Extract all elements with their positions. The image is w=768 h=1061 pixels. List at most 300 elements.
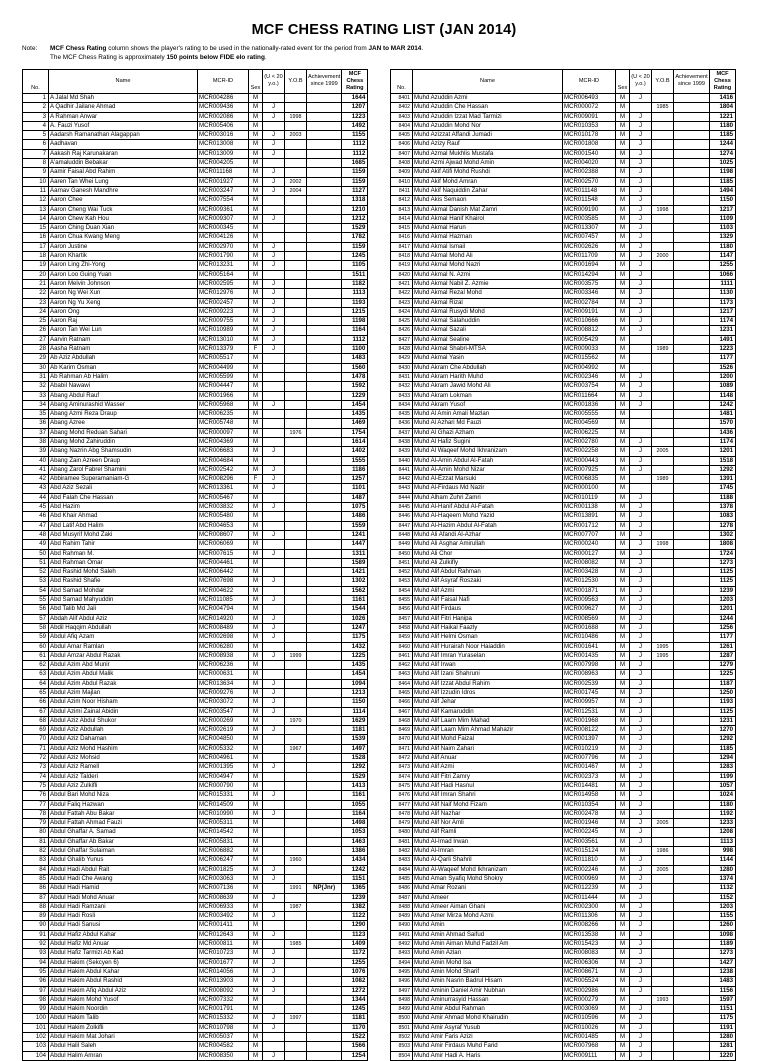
cell-name: Muhd Akis Semaon xyxy=(413,196,563,205)
cell-name: Abdul Aziz Abdul Shukor xyxy=(49,716,198,725)
cell-rating: 1111 xyxy=(710,279,736,288)
cell-u20: J xyxy=(263,874,285,883)
cell-sex: M xyxy=(249,1051,263,1060)
cell-rating: 1570 xyxy=(710,419,736,428)
cell-name: Abang Azree xyxy=(49,419,198,428)
cell-rating: 1188 xyxy=(710,493,736,502)
cell-yob xyxy=(652,1005,674,1014)
cell-u20 xyxy=(263,233,285,242)
cell-sex: M xyxy=(616,177,630,186)
cell-name: Abdul Hakim Talib xyxy=(49,1014,198,1023)
table-row xyxy=(391,345,736,354)
cell-u20: J xyxy=(263,1014,285,1023)
cell-mcr-id: MCR004020 xyxy=(563,159,616,168)
cell-achievement xyxy=(307,958,342,967)
cell-yob xyxy=(652,335,674,344)
cell-achievement xyxy=(674,242,710,251)
cell-achievement xyxy=(307,819,342,828)
cell-sex: M xyxy=(249,995,263,1004)
cell-sex: M xyxy=(616,651,630,660)
table-row xyxy=(23,242,368,251)
cell-no: 8495 xyxy=(391,967,413,976)
cell-no: 104 xyxy=(23,1051,49,1060)
cell-mcr-id: MCR014958 xyxy=(563,791,616,800)
cell-rating: 1201 xyxy=(710,447,736,456)
table-row xyxy=(391,689,736,698)
cell-achievement xyxy=(674,159,710,168)
cell-sex: M xyxy=(249,642,263,651)
cell-no: 8480 xyxy=(391,828,413,837)
cell-mcr-id: MCR012531 xyxy=(563,707,616,716)
cell-yob xyxy=(285,781,307,790)
cell-no: 83 xyxy=(23,856,49,865)
cell-achievement xyxy=(674,270,710,279)
cell-achievement xyxy=(307,986,342,995)
cell-sex: M xyxy=(249,586,263,595)
cell-rating: 1245 xyxy=(342,1005,368,1014)
cell-rating: 1114 xyxy=(342,707,368,716)
cell-no: 8412 xyxy=(391,196,413,205)
cell-mcr-id: MCR002570 xyxy=(563,177,616,186)
cell-rating: 1098 xyxy=(710,930,736,939)
cell-rating: 1191 xyxy=(710,1023,736,1032)
cell-mcr-id: MCR005748 xyxy=(198,419,249,428)
cell-mcr-id: MCR000345 xyxy=(198,224,249,233)
cell-yob xyxy=(652,1032,674,1041)
cell-name: A Qadhir Jailane Ahmad xyxy=(49,103,198,112)
cell-u20 xyxy=(263,586,285,595)
cell-achievement xyxy=(307,828,342,837)
cell-yob xyxy=(285,661,307,670)
cell-sex: M xyxy=(616,252,630,261)
cell-yob xyxy=(652,977,674,986)
cell-mcr-id: MCR009307 xyxy=(198,214,249,223)
cell-mcr-id: MCR004461 xyxy=(198,558,249,567)
cell-name: Muhd Al-Qarli Shahril xyxy=(413,856,563,865)
cell-u20 xyxy=(263,837,285,846)
cell-no: 8428 xyxy=(391,345,413,354)
cell-yob xyxy=(285,298,307,307)
cell-no: 75 xyxy=(23,781,49,790)
cell-achievement xyxy=(674,1014,710,1023)
cell-achievement xyxy=(674,726,710,735)
cell-mcr-id: MCR004992 xyxy=(563,363,616,372)
cell-u20 xyxy=(263,735,285,744)
cell-no: 8454 xyxy=(391,586,413,595)
cell-u20: J xyxy=(630,549,652,558)
cell-name: Muhd Alif Haikal Faazly xyxy=(413,623,563,632)
cell-achievement xyxy=(674,103,710,112)
cell-mcr-id: MCR007968 xyxy=(563,1042,616,1051)
cell-no: 8453 xyxy=(391,577,413,586)
cell-yob: 1998 xyxy=(652,205,674,214)
cell-sex: M xyxy=(616,149,630,158)
cell-name: Muhd Alif Imran Shahri xyxy=(413,791,563,800)
cell-u20 xyxy=(630,335,652,344)
cell-yob xyxy=(652,419,674,428)
table-row xyxy=(23,679,368,688)
cell-u20: J xyxy=(630,754,652,763)
cell-sex: M xyxy=(616,345,630,354)
cell-yob xyxy=(285,1032,307,1041)
note-line-1: MCF Chess Rating column shows the player's rating to be used in the nationally-rated event for the period from JAN to MAR 2014. xyxy=(50,45,424,52)
cell-sex: M xyxy=(249,521,263,530)
cell-name: Muhd Akmal N. Azmi xyxy=(413,270,563,279)
cell-rating: 1185 xyxy=(710,177,736,186)
cell-achievement xyxy=(307,586,342,595)
table-row xyxy=(23,1014,368,1023)
cell-yob xyxy=(652,186,674,195)
cell-no: 87 xyxy=(23,893,49,902)
cell-yob xyxy=(285,512,307,521)
cell-achievement xyxy=(674,633,710,642)
cell-achievement xyxy=(674,112,710,121)
cell-yob xyxy=(285,540,307,549)
cell-name: Abang Aminurashid Wasser xyxy=(49,400,198,409)
table-row xyxy=(23,205,368,214)
cell-yob xyxy=(652,437,674,446)
cell-sex: M xyxy=(249,949,263,958)
cell-mcr-id: MCR003547 xyxy=(198,707,249,716)
cell-name: Abdul Hakim Mat Johari xyxy=(49,1032,198,1041)
table-row xyxy=(23,1023,368,1032)
table-row xyxy=(391,754,736,763)
cell-name: Muhd Akmal Mohd Nazri xyxy=(413,261,563,270)
cell-u20: J xyxy=(263,335,285,344)
cell-mcr-id: MCR002626 xyxy=(563,242,616,251)
cell-mcr-id: MCR001540 xyxy=(563,149,616,158)
cell-no: 8434 xyxy=(391,400,413,409)
cell-mcr-id: MCR015332 xyxy=(198,1014,249,1023)
cell-no: 8406 xyxy=(391,140,413,149)
cell-mcr-id: MCR000240 xyxy=(563,540,616,549)
cell-yob xyxy=(285,233,307,242)
cell-name: Muhd Al Hafiz Sugini xyxy=(413,437,563,446)
cell-u20: J xyxy=(630,1042,652,1051)
cell-rating: 1100 xyxy=(342,345,368,354)
cell-rating: 1344 xyxy=(342,995,368,1004)
cell-mcr-id: MCR004947 xyxy=(198,772,249,781)
cell-name: Muhd Al-Hazim Abdul Al-Fatah xyxy=(413,521,563,530)
cell-achievement xyxy=(307,1051,342,1060)
cell-mcr-id: MCR007698 xyxy=(198,577,249,586)
cell-sex: M xyxy=(249,307,263,316)
cell-no: 7 xyxy=(23,149,49,158)
cell-name: Muhd Azizy Rauf xyxy=(413,140,563,149)
cell-u20 xyxy=(630,363,652,372)
cell-sex: M xyxy=(616,335,630,344)
cell-u20 xyxy=(263,270,285,279)
table-row xyxy=(391,930,736,939)
cell-u20 xyxy=(263,94,285,103)
table-row xyxy=(23,382,368,391)
cell-achievement xyxy=(674,1042,710,1051)
table-row xyxy=(391,177,736,186)
cell-u20 xyxy=(630,354,652,363)
table-row xyxy=(391,419,736,428)
cell-yob xyxy=(285,809,307,818)
cell-rating: 1233 xyxy=(710,819,736,828)
cell-achievement xyxy=(307,856,342,865)
cell-yob xyxy=(285,410,307,419)
cell-mcr-id: MCR005968 xyxy=(198,400,249,409)
cell-name: Abdul Aziz Ramell xyxy=(49,763,198,772)
cell-yob xyxy=(285,586,307,595)
cell-sex: M xyxy=(616,977,630,986)
cell-achievement xyxy=(307,233,342,242)
cell-name: Muhd Alif Nor Amli xyxy=(413,819,563,828)
cell-rating: 1217 xyxy=(710,307,736,316)
table-row xyxy=(23,354,368,363)
cell-mcr-id: MCR005429 xyxy=(563,335,616,344)
cell-rating: 1529 xyxy=(342,224,368,233)
cell-rating: 1754 xyxy=(342,428,368,437)
cell-name: Muhd Al-Firdaus Md Nazir xyxy=(413,484,563,493)
cell-achievement xyxy=(674,549,710,558)
cell-no: 8437 xyxy=(391,428,413,437)
cell-achievement xyxy=(674,874,710,883)
cell-u20: J xyxy=(630,1051,652,1060)
cell-name: Muhd Al Waqeef Mohd Ikhranizam xyxy=(413,447,563,456)
cell-achievement xyxy=(674,121,710,130)
cell-yob xyxy=(652,224,674,233)
cell-name: Abdul Hakim (Sekcyen 6) xyxy=(49,958,198,967)
cell-rating: 1270 xyxy=(710,726,736,735)
cell-sex: M xyxy=(249,921,263,930)
cell-sex: M xyxy=(616,428,630,437)
cell-no: 8441 xyxy=(391,465,413,474)
table-row xyxy=(391,149,736,158)
cell-no: 103 xyxy=(23,1042,49,1051)
cell-yob xyxy=(285,558,307,567)
cell-yob: 1993 xyxy=(652,995,674,1004)
table-row xyxy=(23,809,368,818)
cell-mcr-id: MCR002986 xyxy=(563,986,616,995)
cell-mcr-id: MCR014056 xyxy=(198,967,249,976)
cell-no: 8401 xyxy=(391,94,413,103)
cell-sex: M xyxy=(616,586,630,595)
cell-yob xyxy=(652,140,674,149)
cell-name: Muhd Akram Harith Muhd xyxy=(413,372,563,381)
cell-sex: M xyxy=(249,1005,263,1014)
table-row xyxy=(23,410,368,419)
cell-u20: J xyxy=(630,1005,652,1014)
cell-yob: 2005 xyxy=(652,447,674,456)
cell-sex: M xyxy=(616,763,630,772)
cell-rating: 1089 xyxy=(710,382,736,391)
cell-mcr-id: MCR002784 xyxy=(563,298,616,307)
cell-u20: J xyxy=(630,307,652,316)
cell-achievement xyxy=(307,317,342,326)
cell-yob xyxy=(285,735,307,744)
cell-u20: J xyxy=(630,902,652,911)
cell-name: Aadarsh Ramanathan Alagappan xyxy=(49,131,198,140)
table-row xyxy=(391,874,736,883)
cell-yob xyxy=(652,168,674,177)
cell-sex: M xyxy=(249,131,263,140)
table-row xyxy=(23,177,368,186)
table-row xyxy=(391,103,736,112)
table-row xyxy=(391,763,736,772)
cell-u20: J xyxy=(263,317,285,326)
cell-rating: 998 xyxy=(710,847,736,856)
cell-mcr-id: MCR001825 xyxy=(198,865,249,874)
cell-yob xyxy=(652,754,674,763)
table-row xyxy=(391,205,736,214)
cell-u20 xyxy=(263,372,285,381)
cell-name: Muhd Al-Hanif Abdul Al-Fatah xyxy=(413,503,563,512)
cell-yob xyxy=(285,503,307,512)
cell-achievement xyxy=(674,224,710,233)
cell-u20: J xyxy=(263,289,285,298)
cell-yob xyxy=(285,1051,307,1060)
cell-no: 8445 xyxy=(391,503,413,512)
cell-rating: 1463 xyxy=(342,837,368,846)
cell-no: 8492 xyxy=(391,940,413,949)
cell-rating: 1212 xyxy=(342,214,368,223)
cell-yob xyxy=(285,837,307,846)
cell-achievement xyxy=(307,540,342,549)
cell-yob xyxy=(285,865,307,874)
cell-mcr-id: MCR011444 xyxy=(563,893,616,902)
cell-yob xyxy=(285,1023,307,1032)
cell-mcr-id: MCR009111 xyxy=(563,1051,616,1060)
cell-sex: M xyxy=(249,530,263,539)
cell-mcr-id: MCR011810 xyxy=(563,856,616,865)
cell-achievement xyxy=(307,1014,342,1023)
cell-u20: J xyxy=(630,447,652,456)
cell-name: Muhd Al-Haqeem Mohd Yazid xyxy=(413,512,563,521)
cell-name: Abdul Azim Abdul Razak xyxy=(49,679,198,688)
table-row xyxy=(23,530,368,539)
cell-yob xyxy=(652,633,674,642)
cell-rating: 1522 xyxy=(342,1032,368,1041)
cell-yob xyxy=(285,363,307,372)
cell-u20 xyxy=(263,800,285,809)
cell-name: Muhd Akmal Salahuddin xyxy=(413,317,563,326)
table-row xyxy=(391,196,736,205)
cell-sex: M xyxy=(249,716,263,725)
cell-achievement xyxy=(307,214,342,223)
cell-yob xyxy=(652,726,674,735)
cell-u20: J xyxy=(263,503,285,512)
cell-achievement xyxy=(307,1032,342,1041)
cell-achievement xyxy=(307,763,342,772)
cell-no: 8418 xyxy=(391,252,413,261)
cell-achievement xyxy=(674,977,710,986)
table-row xyxy=(23,586,368,595)
table-row xyxy=(23,289,368,298)
cell-mcr-id: MCR000269 xyxy=(198,716,249,725)
cell-sex: M xyxy=(249,465,263,474)
cell-no: 8472 xyxy=(391,754,413,763)
cell-yob xyxy=(652,121,674,130)
cell-achievement xyxy=(674,577,710,586)
cell-u20: J xyxy=(630,874,652,883)
cell-yob xyxy=(285,103,307,112)
cell-yob: 1991 xyxy=(285,884,307,893)
cell-u20: J xyxy=(630,214,652,223)
cell-sex: M xyxy=(616,893,630,902)
cell-no: 8464 xyxy=(391,679,413,688)
cell-mcr-id: MCR008266 xyxy=(563,921,616,930)
cell-yob: 2002 xyxy=(285,177,307,186)
cell-rating: 1066 xyxy=(710,270,736,279)
cell-sex: M xyxy=(249,224,263,233)
cell-achievement xyxy=(674,279,710,288)
cell-mcr-id: MCR010596 xyxy=(563,1014,616,1023)
cell-name: Aakash Raj Karunakaran xyxy=(49,149,198,158)
cell-no: 8426 xyxy=(391,326,413,335)
cell-name: Abdul Hadi Rosli xyxy=(49,912,198,921)
cell-sex: M xyxy=(249,177,263,186)
cell-rating: 1724 xyxy=(710,549,736,558)
cell-u20: J xyxy=(263,698,285,707)
cell-rating: 1123 xyxy=(342,930,368,939)
cell-achievement xyxy=(674,1051,710,1060)
cell-name: Abang Azmi Reza Draup xyxy=(49,410,198,419)
cell-yob xyxy=(652,661,674,670)
cell-sex: M xyxy=(249,326,263,335)
cell-yob xyxy=(652,809,674,818)
cell-rating: 1113 xyxy=(342,289,368,298)
cell-u20: J xyxy=(263,1051,285,1060)
cell-achievement xyxy=(674,475,710,484)
cell-mcr-id: MCR009276 xyxy=(198,689,249,698)
cell-achievement xyxy=(307,577,342,586)
cell-rating: 1239 xyxy=(342,893,368,902)
cell-mcr-id: MCR008812 xyxy=(563,326,616,335)
cell-name: Abdul Hadi Mohd Anuar xyxy=(49,893,198,902)
cell-sex: M xyxy=(249,410,263,419)
cell-u20 xyxy=(263,391,285,400)
cell-achievement xyxy=(307,670,342,679)
cell-no: 8482 xyxy=(391,847,413,856)
cell-sex: M xyxy=(249,930,263,939)
cell-name: Muhd Akram Lokman xyxy=(413,391,563,400)
cell-achievement xyxy=(307,698,342,707)
cell-mcr-id: MCR009191 xyxy=(563,307,616,316)
table-row xyxy=(391,447,736,456)
cell-yob xyxy=(652,614,674,623)
cell-sex: M xyxy=(616,800,630,809)
cell-u20 xyxy=(263,605,285,614)
cell-achievement xyxy=(307,382,342,391)
cell-sex: M xyxy=(616,168,630,177)
cell-u20: J xyxy=(630,317,652,326)
cell-mcr-id: MCR010989 xyxy=(198,326,249,335)
cell-achievement xyxy=(307,772,342,781)
cell-name: Muhd Amir Hadi A. Haris xyxy=(413,1051,563,1060)
cell-u20: J xyxy=(630,233,652,242)
cell-u20 xyxy=(263,512,285,521)
cell-sex: M xyxy=(249,317,263,326)
cell-sex: M xyxy=(616,670,630,679)
table-row xyxy=(391,940,736,949)
cell-sex: M xyxy=(249,707,263,716)
table-row xyxy=(23,726,368,735)
cell-u20: J xyxy=(630,772,652,781)
cell-yob xyxy=(652,912,674,921)
cell-sex: M xyxy=(616,121,630,130)
cell-sex: M xyxy=(616,679,630,688)
cell-u20: J xyxy=(630,382,652,391)
cell-u20 xyxy=(630,103,652,112)
cell-u20: J xyxy=(263,865,285,874)
cell-yob xyxy=(285,242,307,251)
cell-mcr-id: MCR003561 xyxy=(563,837,616,846)
cell-rating: 1273 xyxy=(710,949,736,958)
